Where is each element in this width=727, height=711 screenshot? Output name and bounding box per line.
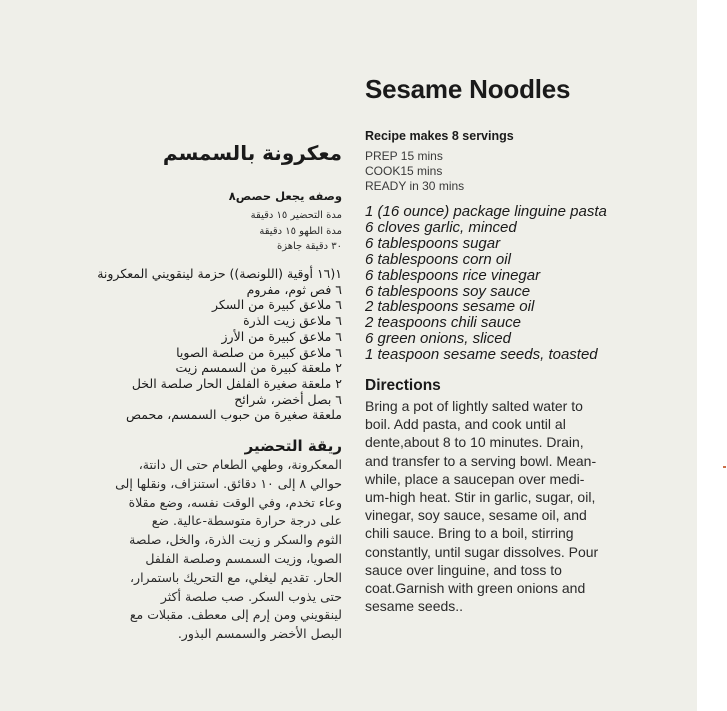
english-times xyxy=(365,149,665,194)
english-servings: Recipe makes 8 servings xyxy=(365,129,514,143)
arabic-ready-time: ٣٠ دقيقة جاهزة xyxy=(276,241,342,252)
arabic-ingredient-item: ٢ ملعقة صغيرة الفلفل الحار صلصة الخل xyxy=(131,375,342,391)
directions-line: sesame seeds.. xyxy=(365,598,464,615)
arabic-directions-line: المعكرونة، وطهي الطعام حتى ال دانتة، xyxy=(138,457,342,472)
arabic-ingredient-item: ٦ فص ثوم، مفروم xyxy=(246,281,342,297)
ingredient-item: 2 tablespoons sesame oil xyxy=(365,298,535,316)
directions-line: Bring a pot of lightly salted water to xyxy=(365,398,583,415)
ingredient-item: 6 cloves garlic, minced xyxy=(365,218,517,236)
arabic-directions-line: وعاء تخدم، وفي الوقت نفسه، وضع مقلاة xyxy=(128,494,342,510)
english-directions-heading: Directions xyxy=(365,377,441,395)
ingredient-item: 1 teaspoon sesame seeds, toasted xyxy=(365,346,598,364)
ingredient-item: 6 tablespoons corn oil xyxy=(365,250,511,268)
arabic-directions xyxy=(115,456,342,644)
arabic-ingredient-item: ملعقة صغيرة من حبوب السمسم، محمص xyxy=(125,407,342,423)
arabic-directions-line: حتى يذوب السكر. صب صلصة أكثر xyxy=(160,588,342,604)
english-cook-time: COOK15 mins xyxy=(365,164,443,178)
arabic-ingredient-item: ٦ ملاعق كبيرة من صلصة الصويا xyxy=(176,344,342,360)
arabic-directions-line: الحار. تقديم ليغلي، مع التحريك باستمرار، xyxy=(130,569,342,585)
english-column xyxy=(365,74,665,616)
ingredient-item: 1 (16 ounce) package linguine pasta xyxy=(365,203,607,220)
arabic-ingredient-item: ٦ ملاعق زيت الذرة xyxy=(243,313,342,329)
arabic-prep-time: مدة التحضير ١٥ دقيقة xyxy=(250,210,342,221)
ingredient-item: 6 tablespoons sugar xyxy=(365,234,501,252)
english-title: Sesame Noodles xyxy=(365,74,571,104)
arabic-ingredient-item: ٦ بصل أخضر، شرائح xyxy=(234,391,342,407)
ingredient-item: 2 teaspoons chili sauce xyxy=(365,314,521,332)
directions-line: sauce over linguine, and toss to xyxy=(365,561,562,578)
arabic-ingredient-item: ٦ ملاعق كبيرة من الأرز xyxy=(221,328,342,344)
arabic-directions-line: البصل الأخضر والسمسم البذور. xyxy=(177,626,342,642)
arabic-directions-heading: ريقة التحضير xyxy=(244,437,342,455)
english-ingredients xyxy=(365,204,665,363)
ingredient-item: 6 green onions, sliced xyxy=(365,330,511,348)
directions-line: while, place a saucepan over medi- xyxy=(365,470,585,487)
directions-line: dente,about 8 to 10 minutes. Drain, xyxy=(365,434,584,451)
arabic-directions-line: حوالي ٨ إلى ١٠ دقائق. استنزاف، ونقلها إلى xyxy=(115,475,342,491)
directions-line: vinegar, soy sauce, sesame oil, and xyxy=(365,507,587,524)
english-directions xyxy=(365,397,601,615)
english-ready-time: READY in 30 mins xyxy=(365,179,465,193)
arabic-cook-time: مدة الطهو ١٥ دقيقة xyxy=(259,225,342,237)
arabic-servings: وصفه يجعل حصص٨ xyxy=(228,189,342,203)
directions-line: boil. Add pasta, and cook until al xyxy=(365,416,566,433)
arabic-ingredient-item: ٢ ملعقة كبيرة من السمسم زيت xyxy=(175,360,342,376)
ingredient-item: 6 tablespoons rice vinegar xyxy=(365,266,541,284)
arabic-ingredient-item: ١(١٦ أوقية (اللونصة)) حزمة لينقويني المعكرونة xyxy=(97,266,342,281)
directions-line: and transfer to a serving bowl. Mean- xyxy=(365,452,597,469)
arabic-directions-line: الصويا، وزيت السمسم وصلصة الفلفل xyxy=(145,550,342,566)
arabic-directions-line: الثوم والسكر و زيت الذرة، والخل، صلصة xyxy=(129,532,342,548)
directions-line: chili sauce. Bring to a boil, stirring xyxy=(365,525,574,542)
directions-line: coat.Garnish with green onions and xyxy=(365,580,586,597)
directions-line: constantly, until sugar dissolves. Pour xyxy=(365,543,599,560)
arabic-directions-line: لينقويني ومن إرم إلى معطف. مقبلات مع xyxy=(129,607,342,623)
ingredient-item: 6 tablespoons soy sauce xyxy=(365,282,531,300)
arabic-ingredients xyxy=(97,266,342,423)
english-prep-time: PREP 15 mins xyxy=(365,149,443,163)
arabic-directions-line: على درجة حرارة متوسطة-عالية. ضع xyxy=(151,513,342,529)
directions-line: um-high heat. Stir in garlic, sugar, oil, xyxy=(365,489,596,506)
page-edge-mark xyxy=(723,466,726,468)
arabic-ingredient-item: ٦ ملاعق كبيرة من السكر xyxy=(211,297,342,313)
arabic-title: معكرونة بالسمسم xyxy=(162,141,342,165)
arabic-times xyxy=(251,208,342,255)
